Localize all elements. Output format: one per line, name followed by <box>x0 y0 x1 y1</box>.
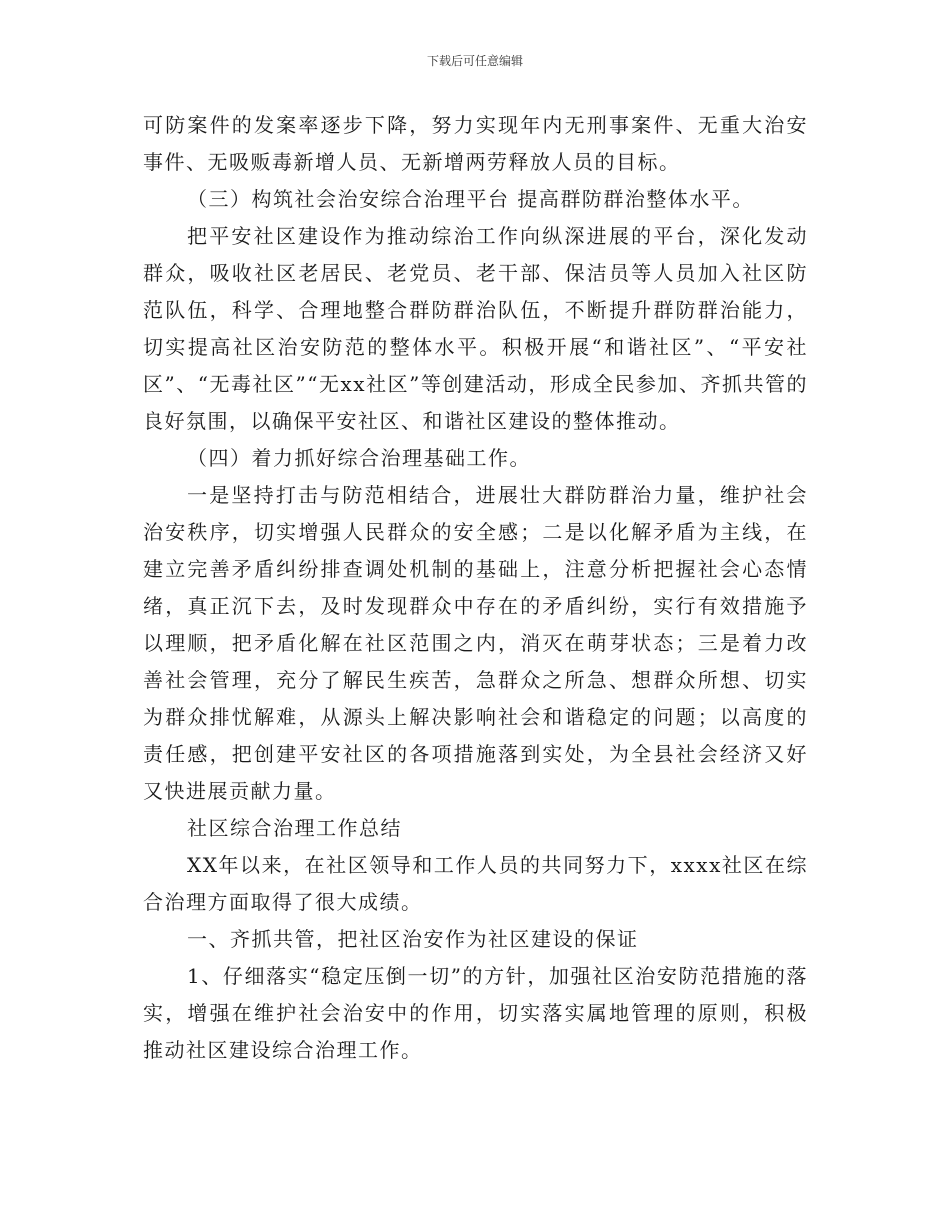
paragraph-continuation: 可防案件的发案率逐步下降，努力实现年内无刑事案件、无重大治安事件、无吸贩毒新增人员、无新增两劳释放人员的目标。 <box>143 113 808 174</box>
paragraph: 一是坚持打击与防范相结合，进展壮大群防群治力量，维护社会治安秩序，切实增强人民群众的安全感；二是以化解矛盾为主线，在建立完善矛盾纠纷排查调处机制的基础上，注意分析把握社会心态情绪，真正沉下去，及时发现群众中存在的矛盾纠纷，实行有效措施予以理顺，把矛盾化解在社区范围之内，消灭在萌芽状态；三是着力改善社会管理，充分了解民生疾苦，急群众之所急、想群众所想、切实为群众排忧解难，从源头上解决影响社会和谐稳定的问题；以高度的责任感，把创建平安社区的各项措施落到实处，为全县社会经济又好又快进展贡献力量。 <box>143 483 808 803</box>
section-heading-3: （三）构筑社会治安综合治理平台 提高群防群治整体水平。 <box>187 187 754 211</box>
paragraph: 1、仔细落实“稳定压倒一切”的方针，加强社区治安防范措施的落实，增强在维护社会治安中的作用，切实落实属地管理的原则，积极推动社区建设综合治理工作。 <box>143 964 808 1062</box>
paragraph: 把平安社区建设作为推动综治工作向纵深进展的平台，深化发动群众，吸收社区老居民、老党员、老干部、保洁员等人员加入社区防范队伍，科学、合理地整合群防群治队伍，不断提升群防群治能力，切实提高社区治安防范的整体水平。积极开展“和谐社区”、“平安社区”、“无毒社区”“无xx社区”等创建活动，形成全民参加、齐抓共管的良好氛围，以确保平安社区、和谐社区建设的整体推动。 <box>143 224 808 433</box>
paragraph: XX年以来，在社区领导和工作人员的共同努力下，xxxx社区在综合治理方面取得了很大成绩。 <box>143 853 808 914</box>
section-heading-1: 一、齐抓共管，把社区治安作为社区建设的保证 <box>187 927 639 951</box>
page-header: 下载后可任意编辑 <box>426 54 523 68</box>
document-body <box>143 107 808 1069</box>
section-heading-4: （四）着力抓好综合治理基础工作。 <box>187 446 531 470</box>
document-title: 社区综合治理工作总结 <box>187 816 402 840</box>
